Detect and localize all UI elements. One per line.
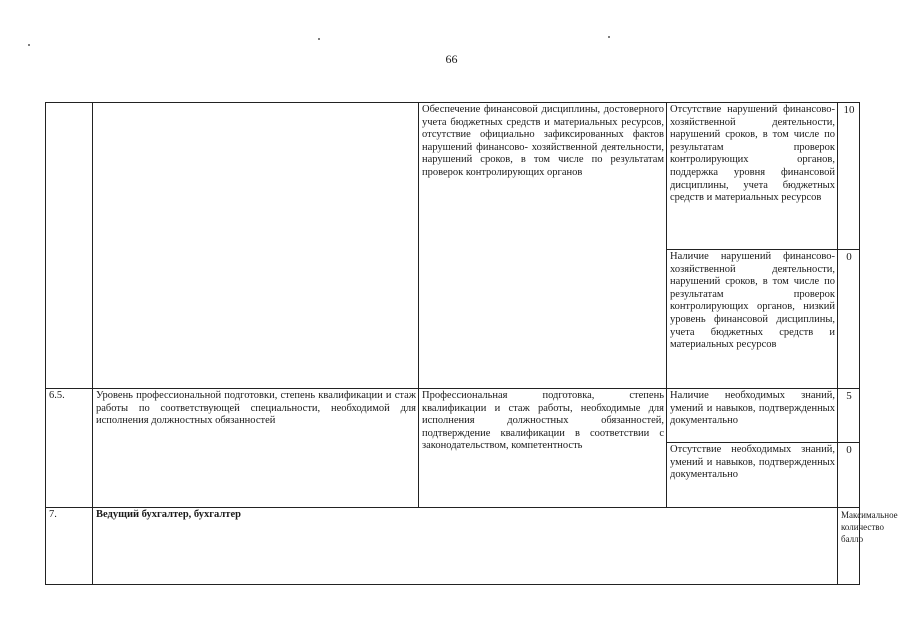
max-score-header-cell: Максимальное количество балло [838,508,860,585]
page-number: 66 [445,52,458,66]
scan-speck [318,38,320,40]
section-title-cell: Ведущий бухгалтер, бухгалтер [93,508,838,585]
row-number-cell: 6.5. [46,389,93,508]
condition-cell: Наличие нарушений финансово-хозяйственной деятельности, нарушений сроков, в том числе по результатам проверок контролирующих органов, низкий уровень финансовой дисциплины, учета бюджетных средств и материальных ресурсов [667,250,838,389]
condition-cell: Отсутствие необходимых знаний, умений и навыков, подтвержденных документально [667,443,838,508]
table-row [46,103,860,250]
criteria-description-cell: Профессиональная подготовка, степень квалификации и стаж работы, необходимые для исполнения должностных обязанностей, подтверждение квалификации в соответствии с законодательством, компетентность [419,389,667,508]
row-number-cell [46,103,93,389]
score-cell: 0 [838,443,860,508]
table-row [46,508,860,585]
criteria-description-cell: Обеспечение финансовой дисциплины, достоверного учета бюджетных средств и материальных ресурсов, отсутствие официально зафиксированных фактов нарушений финансово- хозяйственной деятельности, нарушений сроков, в том числе по результатам проверок контролирующих органов [419,103,667,389]
score-cell: 0 [838,250,860,389]
scan-speck [28,44,30,46]
table-row [46,389,860,443]
indicator-name-cell: Уровень профессиональной подготовки, степень квалификации и стаж работы по соответствующей специальности, необходимой для исполнения должностных обязанностей [93,389,419,508]
row-number-cell: 7. [46,508,93,585]
criteria-table [45,102,898,585]
score-cell: 5 [838,389,860,443]
scan-speck [608,36,610,38]
score-cell: 10 [838,103,860,250]
condition-cell: Отсутствие нарушений финансово-хозяйственной деятельности, нарушений сроков, в том числе по результатам проверок контролирующих органов, поддержка уровня финансовой дисциплины, учета бюджетных средств и материальных ресурсов [667,103,838,250]
condition-cell: Наличие необходимых знаний, умений и навыков, подтвержденных документально [667,389,838,443]
indicator-name-cell [93,103,419,389]
